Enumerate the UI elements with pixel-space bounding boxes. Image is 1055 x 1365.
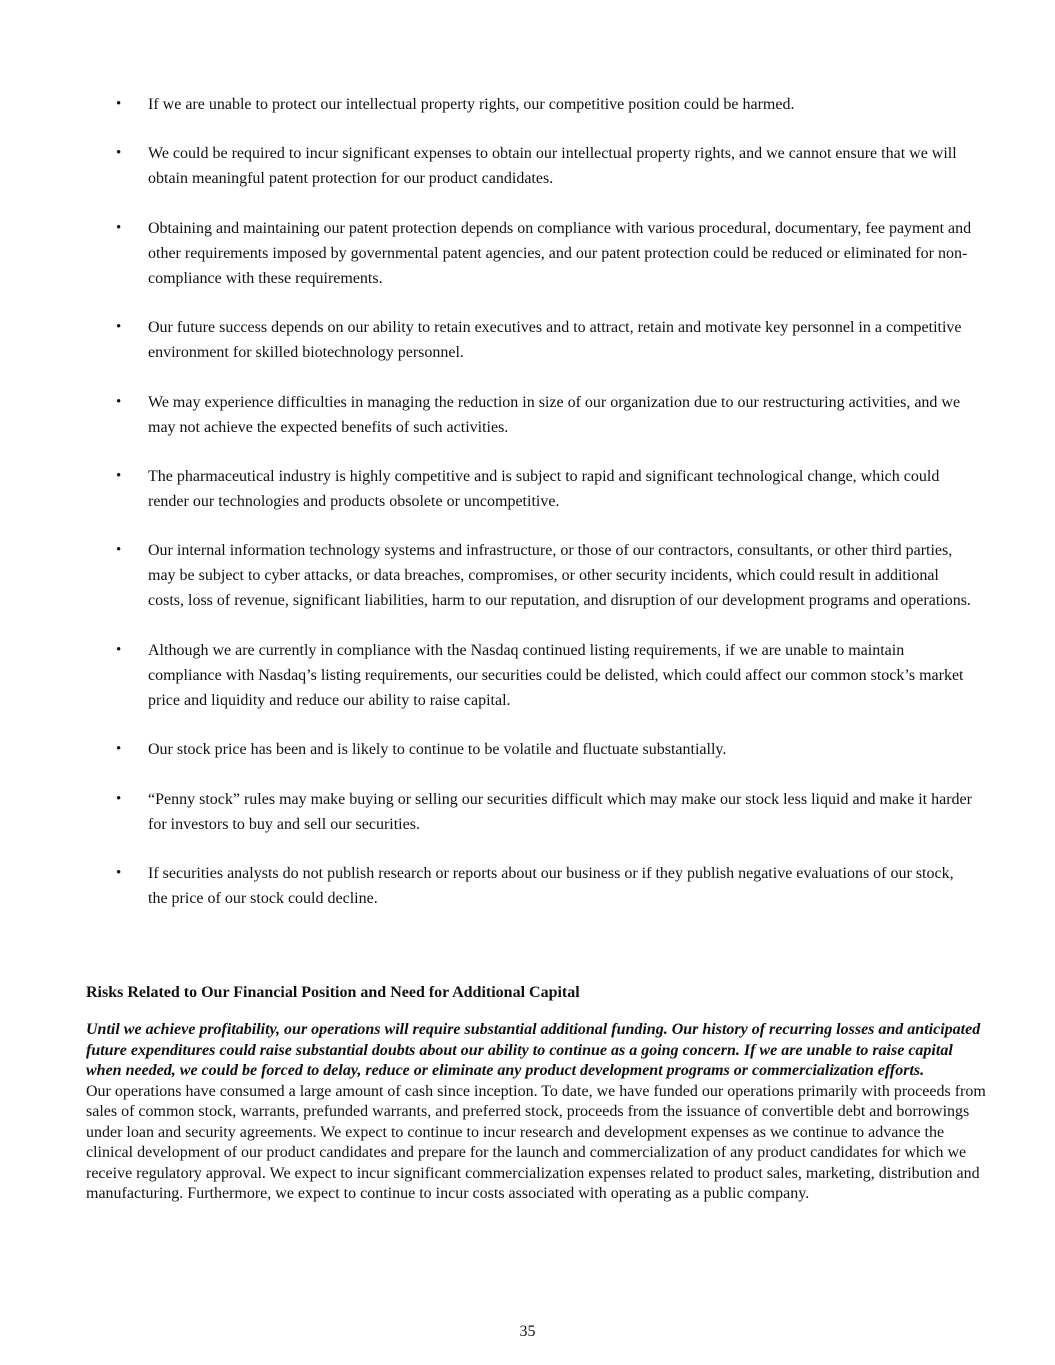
list-item (0, 390, 1055, 440)
bullet-icon: • (116, 741, 122, 758)
list-item (0, 737, 1055, 762)
list-item (0, 141, 1055, 191)
bullet-text: If securities analysts do not publish research or reports about our business or if they publish negative evaluations of our stock, the price of our stock could decline. (148, 864, 954, 907)
list-item (0, 787, 1055, 837)
bullet-icon: • (116, 393, 122, 410)
page-number: 35 (519, 1323, 536, 1340)
list-item (0, 92, 1055, 117)
risk-factor-lead: Until we achieve profitability, our operations will require substantial additional funding. Our history of recurring losses and anticipated future expenditures could raise substantial doubts about our ability to continue as a going concern. If we are unable to raise capital when needed, we could be forced to delay, reduce or eliminate any product development programs or commercialization efforts. (86, 1021, 981, 1079)
bullet-text: Our future success depends on our ability to retain executives and to attract, retain and motivate key personnel in a competitive environment for skilled biotechnology personnel. (148, 319, 962, 362)
risk-summary-list (0, 92, 1055, 935)
bullet-icon: • (116, 542, 122, 559)
bullet-icon: • (116, 96, 122, 112)
list-item (0, 315, 1055, 365)
bullet-text: The pharmaceutical industry is highly competitive and is subject to rapid and significant technological change, which could render our technologies and products obsolete or uncompetitive. (148, 467, 940, 510)
bullet-text: If we are unable to protect our intellectual property rights, our competitive position could be harmed. (148, 96, 795, 113)
bullet-text: “Penny stock” rules may make buying or selling our securities difficult which may make our stock less liquid and make it harder for investors to buy and sell our securities. (148, 790, 972, 833)
bullet-icon: • (116, 145, 122, 162)
list-item (0, 638, 1055, 713)
list-item (0, 861, 1055, 911)
bullet-icon: • (116, 467, 122, 484)
bullet-icon: • (116, 319, 122, 336)
list-item (0, 216, 1055, 291)
bullet-text: Our internal information technology systems and infrastructure, or those of our contractors, consultants, or other third parties, may be subject to cyber attacks, or data breaches, compromises, or other security incidents, which could result in additional costs, loss of revenue, significant liabilities, harm to our reputation, and disruption of our development programs and operations. (148, 542, 971, 610)
bullet-text: Obtaining and maintaining our patent protection depends on compliance with various procedural, documentary, fee payment and other requirements imposed by governmental patent agencies, and our patent protection could be reduced or eliminated for non-compliance with these requirements. (148, 219, 972, 287)
list-item (0, 464, 1055, 514)
financial-risks-section (86, 982, 986, 1205)
risk-factor-body: Our operations have consumed a large amount of cash since inception. To date, we have funded our operations primarily with proceeds from sales of common stock, warrants, prefunded warrants, and preferred stock, proceeds from the issuance of convertible debt and borrowings under loan and security agreements. We expect to continue to incur research and development expenses as we continue to advance the clinical development of our product candidates and prepare for the launch and commercialization of any product candidates for which we receive regulatory approval. We expect to incur significant commercialization expenses related to product sales, marketing, distribution and manufacturing. Furthermore, we expect to continue to incur costs associated with operating as a public company. (86, 1082, 986, 1203)
bullet-icon: • (116, 864, 122, 881)
bullet-icon: • (116, 790, 122, 807)
bullet-icon: • (116, 219, 122, 236)
list-item (0, 538, 1055, 613)
section-heading: Risks Related to Our Financial Position and Need for Additional Capital (86, 984, 580, 1001)
bullet-text: Although we are currently in compliance with the Nasdaq continued listing requirements, if we are unable to maintain compliance with Nasdaq’s listing requirements, our securities could be delisted, which could affect our common stock’s market price and liquidity and reduce our ability to raise capital. (148, 641, 964, 709)
bullet-text: Our stock price has been and is likely to continue to be volatile and fluctuate substantially. (148, 741, 727, 759)
bullet-text: We may experience difficulties in managing the reduction in size of our organization due to our restructuring activities, and we may not achieve the expected benefits of such activities. (148, 393, 961, 436)
bullet-text: We could be required to incur significant expenses to obtain our intellectual property rights, and we cannot ensure that we will obtain meaningful patent protection for our product candidates. (148, 145, 957, 188)
bullet-icon: • (116, 641, 122, 658)
